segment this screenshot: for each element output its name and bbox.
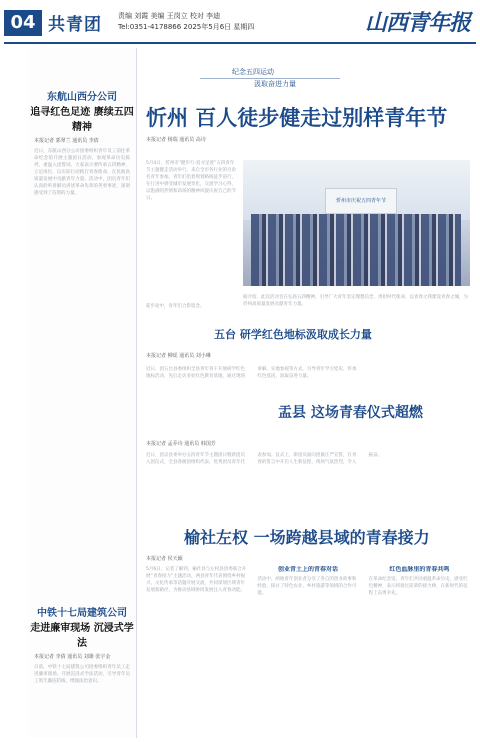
story-d-paragraph: 活动中，两地青年创业者分享了各自的创业故事和经验，探讨了特色农业、乡村旅游等领域的合作可能。: [257, 577, 357, 596]
photo-banner: 忻州市庆祝五四青年节: [325, 188, 397, 214]
story-a-byline: 本报记者 杨瑞 通讯员 高诗: [146, 137, 206, 143]
story-c-title: 盂县 这场青春仪式超燃: [278, 405, 423, 421]
story1-byline: 本报记者 郭翠兰 通讯员 李倩: [34, 138, 99, 144]
story-c-body: 近日，团盂县委举办五四青年节主题团日暨新团员入团仪式，全县各级团组织代表、优秀团员青年代表参加。仪式上，新团员面向团旗庄严宣誓，在青春的誓言中开启人生新征程，现场气氛热烈，令人振奋。: [146, 453, 383, 465]
story-b-byline: 本报记者 柳瑶 通讯员 刘小琳: [146, 353, 211, 359]
date-line: Tel:0351-4178866 2025年5月6日 星期四: [118, 23, 255, 31]
masthead: [0, 0, 480, 46]
story-a-body-continued: 据介绍，此次活动旨在弘扬五四精神，引导广大青年坚定理想信念，勇担时代使命，以青春之我建设青春之城，为忻州高质量发展贡献青年力量。: [243, 295, 468, 307]
story2-title: 走进廉审现场 沉浸式学法: [30, 623, 134, 649]
story-d-subhead-2: 红色血脉里的青春共鸣: [389, 566, 450, 573]
story1-subtitle: 东航山西分公司: [47, 92, 117, 103]
story1-body: 近日，东航山西分公司团委组织青年员工前往革命纪念馆开展主题团日活动，参观革命历史陈列，重温入团誓词。大家表示要传承五四精神，立足岗位，以实际行动践行青春使命，在民航高质量发展中贡献青年力量。活动中，团员青年们认真聆听讲解员讲述革命先辈的英勇事迹，深刻感受到了信仰的力量。: [34, 149, 130, 196]
story-b-title: 五台 研学红色地标汲取成长力量: [214, 328, 372, 341]
story-d-paragraph: 在革命纪念馆，青年们共同重温革命历史，感受红色精神，表示将接过前辈的接力棒，在新时代的征程上奋勇争先。: [368, 577, 468, 596]
story2-body: 日前，中铁十七局建筑公司团委组织青年员工走进廉审现场，开展沉浸式学法活动，引导青年员工筑牢廉洁防线，增强法治意识。: [34, 665, 130, 684]
photo-people: [251, 214, 461, 286]
theme-banner: [200, 65, 340, 91]
story-d-subhead-1: 创业青土上的青春对话: [277, 566, 338, 573]
story-a-title: 忻州 百人徒步健走过别样青年节: [146, 106, 448, 130]
story-c-byline: 本报记者 孟乔诗 通讯员 韩国芳: [146, 441, 216, 447]
story-b-body: 近日，团五台县委组织全县青年骨干开展研学红色地标活动，先后走访多处红色教育基地，通过现场讲解、实地参观等方式，引导青年学习党史、传承红色基因，汲取奋进力量。: [146, 367, 357, 379]
story2-byline: 本报记者 李倩 通讯员 刘雄 张宇金: [34, 654, 111, 660]
section-title: 共青团: [48, 15, 102, 35]
story-d-byline: 本报记者 侯天颖: [146, 556, 183, 562]
banner-line2: 汲取奋进力量: [254, 80, 296, 88]
left-column: [28, 48, 137, 738]
banner-line1: 纪念五四运动: [232, 68, 274, 76]
story-d-paragraph: 5月6日，记者了解到，榆社县与左权县团委联合开展“青春接力”主题活动，两县青年代表围绕乡村振兴、文化传承等话题开展交流，共同谋划区域青年发展新路径，为推动县域协同发展注入青春动能。: [146, 567, 247, 593]
newspaper-logo: 山西青年报: [364, 10, 470, 36]
story-d-title: 榆社左权 一场跨越县域的青春接力: [184, 528, 430, 547]
story-d-body: [146, 566, 470, 738]
story2-subtitle: 中铁十七局建筑公司: [37, 608, 127, 619]
story1-title: 追寻红色足迹 赓续五四精神: [30, 107, 134, 133]
header-divider: [4, 42, 476, 44]
page-number: 04: [4, 10, 42, 36]
group-photo: [243, 160, 470, 286]
story-a-body: 5月4日，忻州市“健步行·追寻足迹”五四青年节主题健走活动举行，来自全市各行业的百余名青年参加。青年们沿着规划路线徒步前行，在行进中感受城市发展变化，交流学习心得，以饱满的热情和昂扬的精神风貌庆祝自己的节日。: [146, 161, 236, 201]
photo-caption: 徒步途中，青年们合影留念。: [146, 304, 205, 309]
editor-line: 责编 刘霞 美编 王岗立 校对 李迪: [118, 12, 221, 20]
